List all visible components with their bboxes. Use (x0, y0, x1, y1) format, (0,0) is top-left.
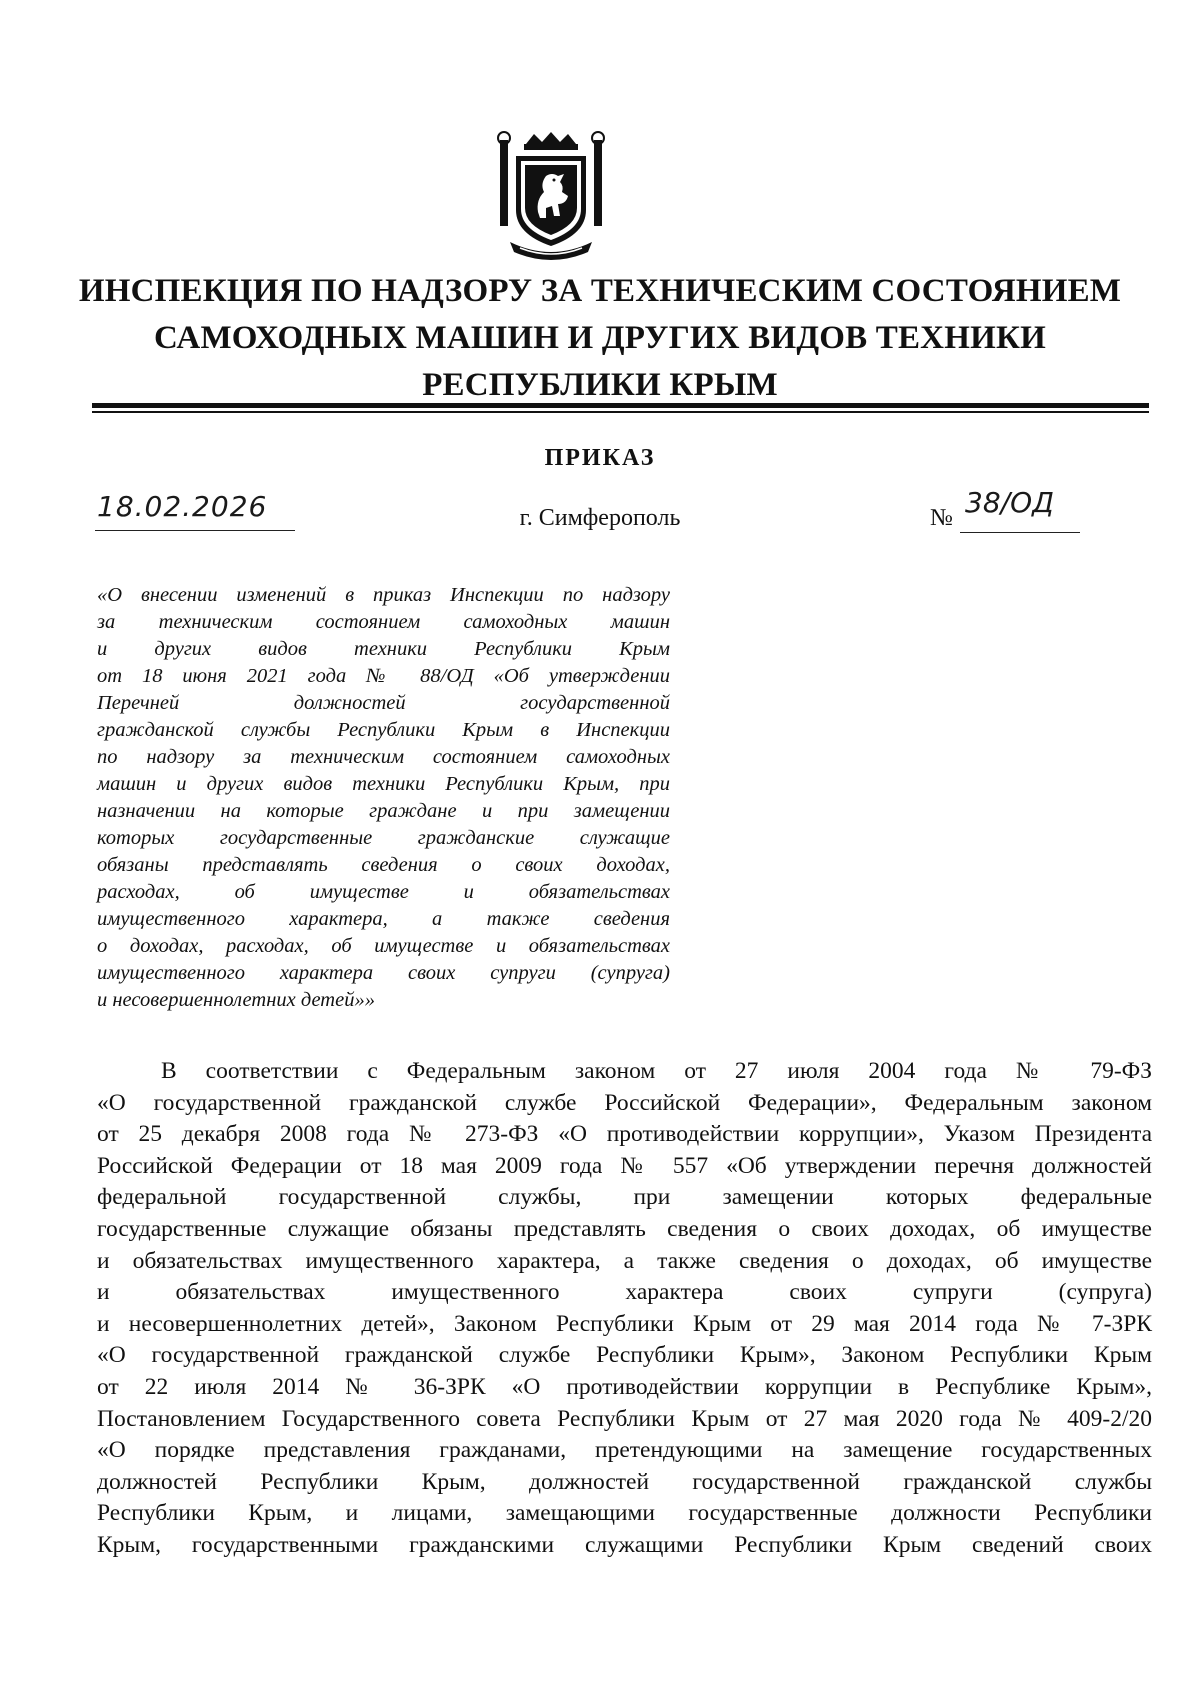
subject-line: и других видов техники Республики Крым (97, 638, 670, 660)
body-line: от 22 июля 2014 № 36-ЗРК «О противодействии коррупции в Республике Крым», (97, 1373, 1152, 1400)
order-body (97, 1056, 1152, 1562)
subject-line: по надзору за техническим состоянием самоходных (97, 746, 670, 768)
body-line: «О государственной гражданской службе Российской Федерации», Федеральным законом (97, 1089, 1152, 1116)
body-line: от 25 декабря 2008 года № 273-ФЗ «О противодействии коррупции», Указом Президента (97, 1121, 1152, 1148)
body-line: «О порядке представления гражданами, претендующими на замещение государственных (97, 1437, 1152, 1464)
subject-line: обязаны представлять сведения о своих доходах, (97, 854, 670, 876)
organization-title (60, 268, 1140, 409)
subject-line: машин и других видов техники Республики Крым, при (97, 773, 670, 795)
subject-line: «О внесении изменений в приказ Инспекции по надзору (97, 584, 670, 606)
order-date: 18.02.2026 (97, 490, 268, 523)
body-line: должностей Республики Крым, должностей государственной гражданской службы (97, 1468, 1152, 1495)
body-line: Республики Крым, и лицами, замещающими государственные должности Республики (97, 1500, 1152, 1527)
org-title-line-2: САМОХОДНЫХ МАШИН И ДРУГИХ ВИДОВ ТЕХНИКИ (154, 320, 1046, 356)
subject-line: гражданской службы Республики Крым в Инспекции (97, 719, 670, 741)
body-line: и обязательствах имущественного характера своих супруги (супруга) (97, 1279, 1152, 1306)
body-line: федеральной государственной службы, при замещении которых федеральные (97, 1184, 1152, 1211)
subject-line: и несовершеннолетних детей»» (97, 989, 375, 1011)
body-line: «О государственной гражданской службе Республики Крым», Законом Республики Крым (97, 1342, 1152, 1369)
org-title-line-3: РЕСПУБЛИКИ КРЫМ (422, 367, 778, 403)
body-line: В соответствии с Федеральным законом от 27 июля 2004 года № 79-ФЗ (161, 1058, 1152, 1084)
org-title-line-1: ИНСПЕКЦИЯ ПО НАДЗОРУ ЗА ТЕХНИЧЕСКИМ СОСТОЯНИЕМ (78, 273, 1122, 309)
subject-line: от 18 июня 2021 года № 88/ОД «Об утверждении (97, 665, 670, 687)
header-divider-thick (92, 403, 1149, 408)
order-number: 38/ОД (965, 486, 1054, 519)
number-underline (960, 532, 1080, 533)
subject-line: расходах, об имуществе и обязательствах (97, 881, 670, 903)
body-line: и обязательствах имущественного характера, а также сведения о доходах, об имуществе (97, 1247, 1152, 1274)
subject-line: имущественного характера, а также сведения (97, 908, 670, 930)
body-line: и несовершеннолетних детей», Законом Республики Крым от 29 мая 2014 года № 7-ЗРК (97, 1310, 1152, 1337)
body-line: Постановлением Государственного совета Республики Крым от 27 мая 2020 года № 409-2/20 (97, 1405, 1152, 1432)
subject-line: имущественного характера своих супруги (супруга) (97, 962, 670, 984)
order-city: г. Симферополь (519, 505, 681, 531)
subject-line: которых государственные гражданские служащие (97, 827, 670, 849)
order-subject (97, 582, 670, 1014)
crimea-coat-of-arms-icon (490, 130, 612, 260)
document-type: ПРИКАЗ (544, 445, 656, 471)
subject-line: Перечней должностей государственной (97, 692, 670, 714)
body-line: Российской Федерации от 18 мая 2009 года № 557 «Об утверждении перечня должностей (97, 1152, 1152, 1179)
body-line: Крым, государственными гражданскими служащими Республики Крым сведений своих (97, 1531, 1152, 1558)
subject-line: назначении на которые граждане и при замещении (97, 800, 670, 822)
order-number-label: № (930, 505, 953, 531)
header-divider-thin (92, 411, 1149, 413)
body-line: государственные служащие обязаны представлять сведения о своих доходах, об имуществе (97, 1215, 1152, 1242)
subject-line: о доходах, расходах, об имуществе и обязательствах (97, 935, 670, 957)
subject-line: за техническим состоянием самоходных машин (97, 611, 670, 633)
